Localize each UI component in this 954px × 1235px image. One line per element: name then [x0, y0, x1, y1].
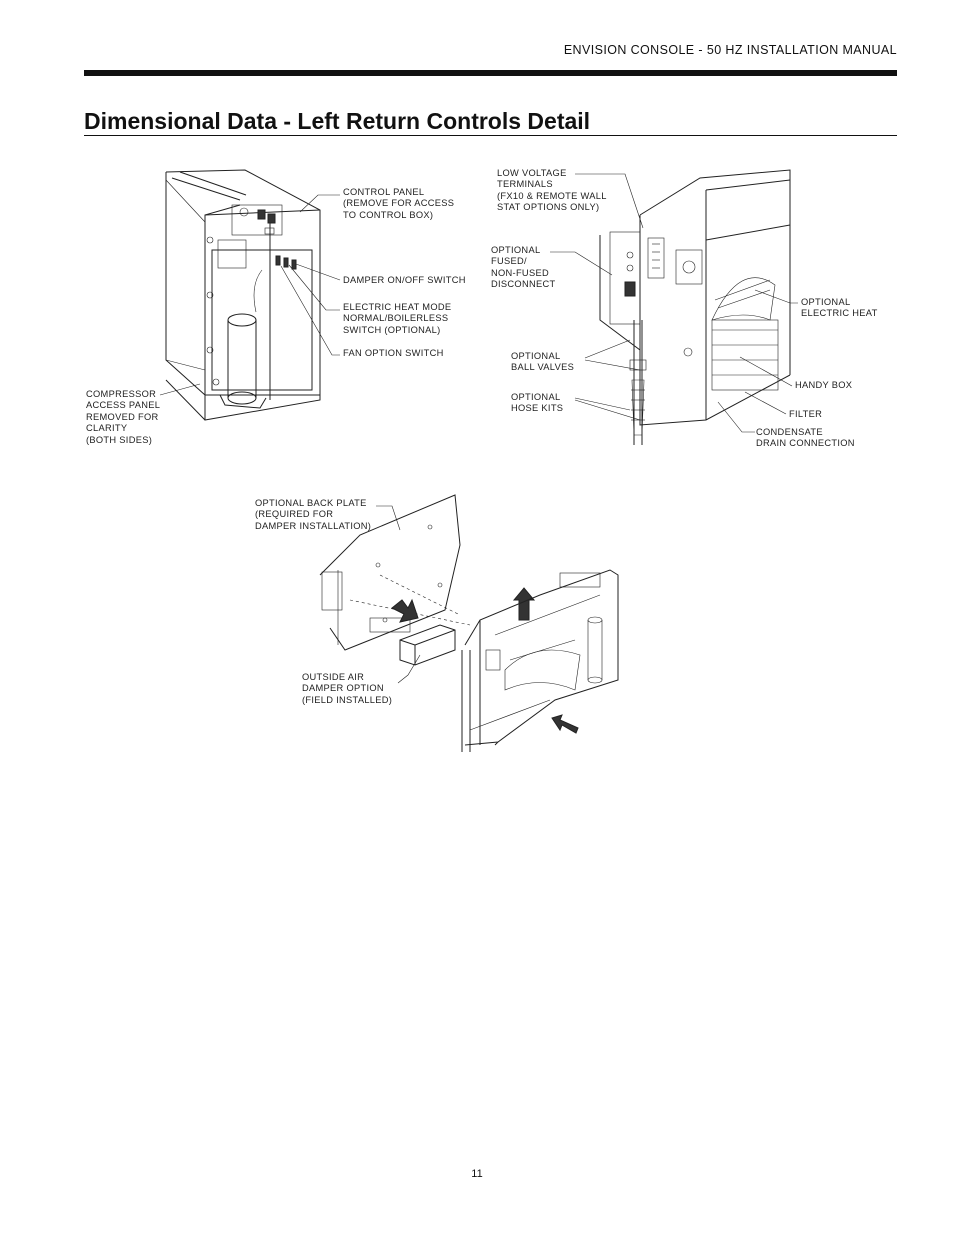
label-compressor-panel: COMPRESSOR ACCESS PANEL REMOVED FOR CLARITY (BOTH SIDES)	[86, 389, 161, 445]
label-disconnect: OPTIONAL FUSED/ NON-FUSED DISCONNECT	[491, 245, 556, 290]
label-handy-box: HANDY BOX	[795, 380, 853, 390]
label-back-plate: OPTIONAL BACK PLATE (REQUIRED FOR DAMPER INSTALLATION)	[255, 498, 372, 531]
header-title: ENVISION CONSOLE - 50 HZ INSTALLATION MANUAL	[563, 43, 897, 57]
label-damper-switch: DAMPER ON/OFF SWITCH	[343, 275, 466, 285]
figure1-drawing	[160, 170, 340, 420]
figure3-drawing	[320, 495, 618, 752]
label-ball-valves: OPTIONAL BALL VALVES	[511, 351, 575, 373]
label-electric-heat-mode: ELECTRIC HEAT MODE NORMAL/BOILERLESS SWITCH (OPTIONAL)	[343, 302, 452, 335]
label-fan-option-switch: FAN OPTION SWITCH	[343, 348, 444, 358]
page-number: 11	[471, 1168, 483, 1180]
label-control-panel: CONTROL PANEL (REMOVE FOR ACCESS TO CONTROL BOX)	[343, 187, 455, 220]
label-hose-kits: OPTIONAL HOSE KITS	[511, 392, 564, 414]
label-condensate: CONDENSATE DRAIN CONNECTION	[756, 427, 855, 449]
label-filter: FILTER	[789, 409, 823, 419]
label-outside-air-damper: OUTSIDE AIR DAMPER OPTION (FIELD INSTALLED)	[302, 672, 393, 705]
page-title: Dimensional Data - Left Return Controls Detail	[84, 108, 591, 134]
label-electric-heat: OPTIONAL ELECTRIC HEAT	[801, 297, 878, 319]
label-low-voltage-terminals: LOW VOLTAGE TERMINALS (FX10 & REMOTE WALL STAT OPTIONS ONLY)	[497, 168, 607, 213]
